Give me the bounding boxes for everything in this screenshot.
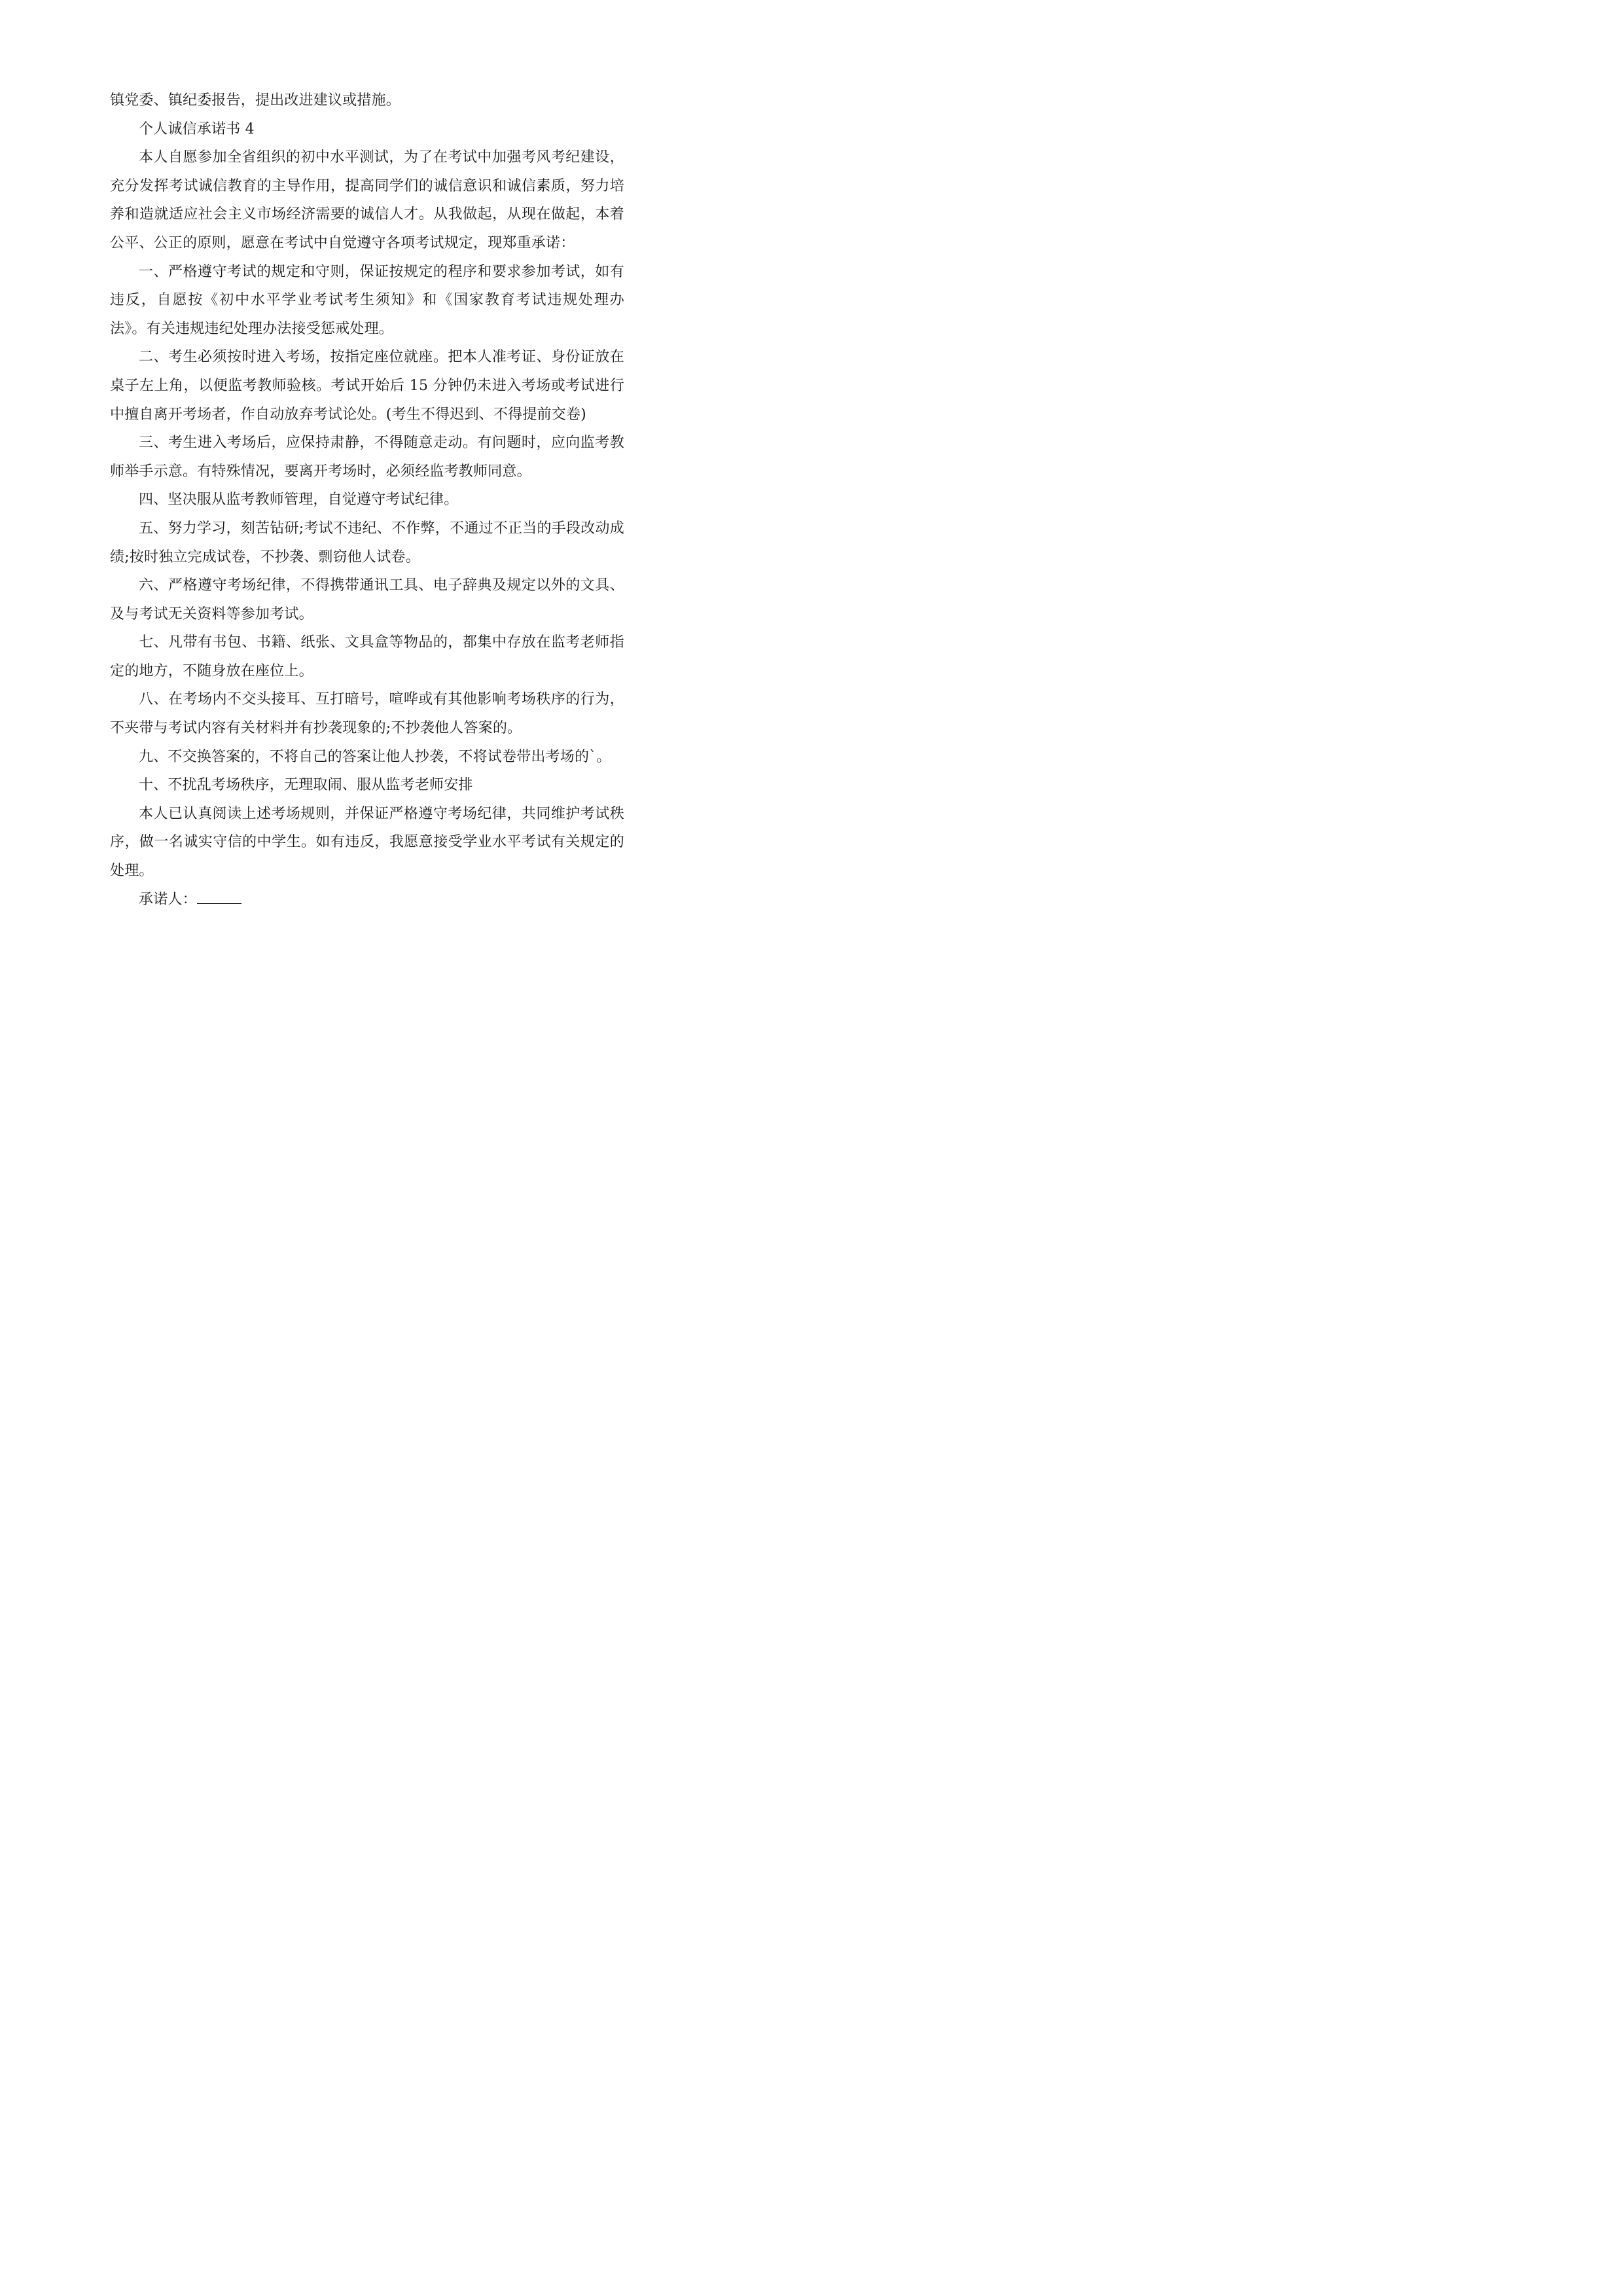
- document-body: [110, 86, 624, 914]
- pledge-item-2: 二、考生必须按时进入考场，按指定座位就座。把本人准考证、身份证放在桌子左上角，以便监考教师验核。考试开始后 15 分钟仍未进入考场或考试进行中擅自离开考场者，作自动放弃考试论处。(考生不得迟到、不得提前交卷): [110, 349, 624, 423]
- pledge-item-5: 五、努力学习，刻苦钻研;考试不违纪、不作弊，不通过不正当的手段改动成绩;按时独立完成试卷，不抄袭、剽窃他人试卷。: [110, 520, 624, 565]
- signature-label: 承诺人：: [139, 891, 197, 908]
- pledge-item-6: 六、严格遵守考场纪律，不得携带通讯工具、电子辞典及规定以外的文具、及与考试无关资料等参加考试。: [110, 577, 624, 622]
- pledge-item-4: 四、坚决服从监考教师管理，自觉遵守考试纪律。: [139, 492, 459, 509]
- pledge-item-8: 八、在考场内不交头接耳、互打暗号，喧哗或有其他影响考场秩序的行为，不夹带与考试内容有关材料并有抄袭现象的;不抄袭他人答案的。: [110, 691, 624, 737]
- signature-line: [110, 886, 624, 914]
- intro-paragraph: 本人自愿参加全省组织的初中水平测试，为了在考试中加强考风考纪建设，充分发挥考试诚信教育的主导作用，提高同学们的诚信意识和诚信素质，努力培养和造就适应社会主义市场经济需要的诚信人才。从我做起，从现在做起，本着公平、公正的原则，愿意在考试中自觉遵守各项考试规定，现郑重承诺：: [110, 149, 624, 251]
- document-page: [0, 0, 726, 1026]
- pledge-item-10: 十、不扰乱考场秩序，无理取闹、服从监考老师安排: [139, 777, 473, 794]
- pledge-item-7: 七、凡带有书包、书籍、纸张、文具盒等物品的，都集中存放在监考老师指定的地方，不随身放在座位上。: [110, 634, 624, 679]
- document-title: 个人诚信承诺书 4: [139, 120, 255, 137]
- pledge-item-3: 三、考生进入考场后，应保持肃静，不得随意走动。有问题时，应向监考教师举手示意。有特殊情况，要离开考场时，必须经监考教师同意。: [110, 435, 624, 480]
- closing-paragraph: 本人已认真阅读上述考场规则，并保证严格遵守考场纪律，共同维护考试秩序，做一名诚实守信的中学生。如有违反，我愿意接受学业水平考试有关规定的处理。: [110, 805, 624, 880]
- pledge-item-9: 九、不交换答案的，不将自己的答案让他人抄袭，不将试卷带出考场的`。: [139, 748, 611, 765]
- lead-paragraph: 镇党委、镇纪委报告，提出改进建议或措施。: [110, 92, 401, 109]
- pledge-item-1: 一、严格遵守考试的规定和守则，保证按规定的程序和要求参加考试，如有违反，自愿按《初中水平学业考试考生须知》和《国家教育考试违规处理办法》。有关违规违纪处理办法接受惩戒处理。: [110, 263, 624, 337]
- signature-blank: [197, 888, 241, 904]
